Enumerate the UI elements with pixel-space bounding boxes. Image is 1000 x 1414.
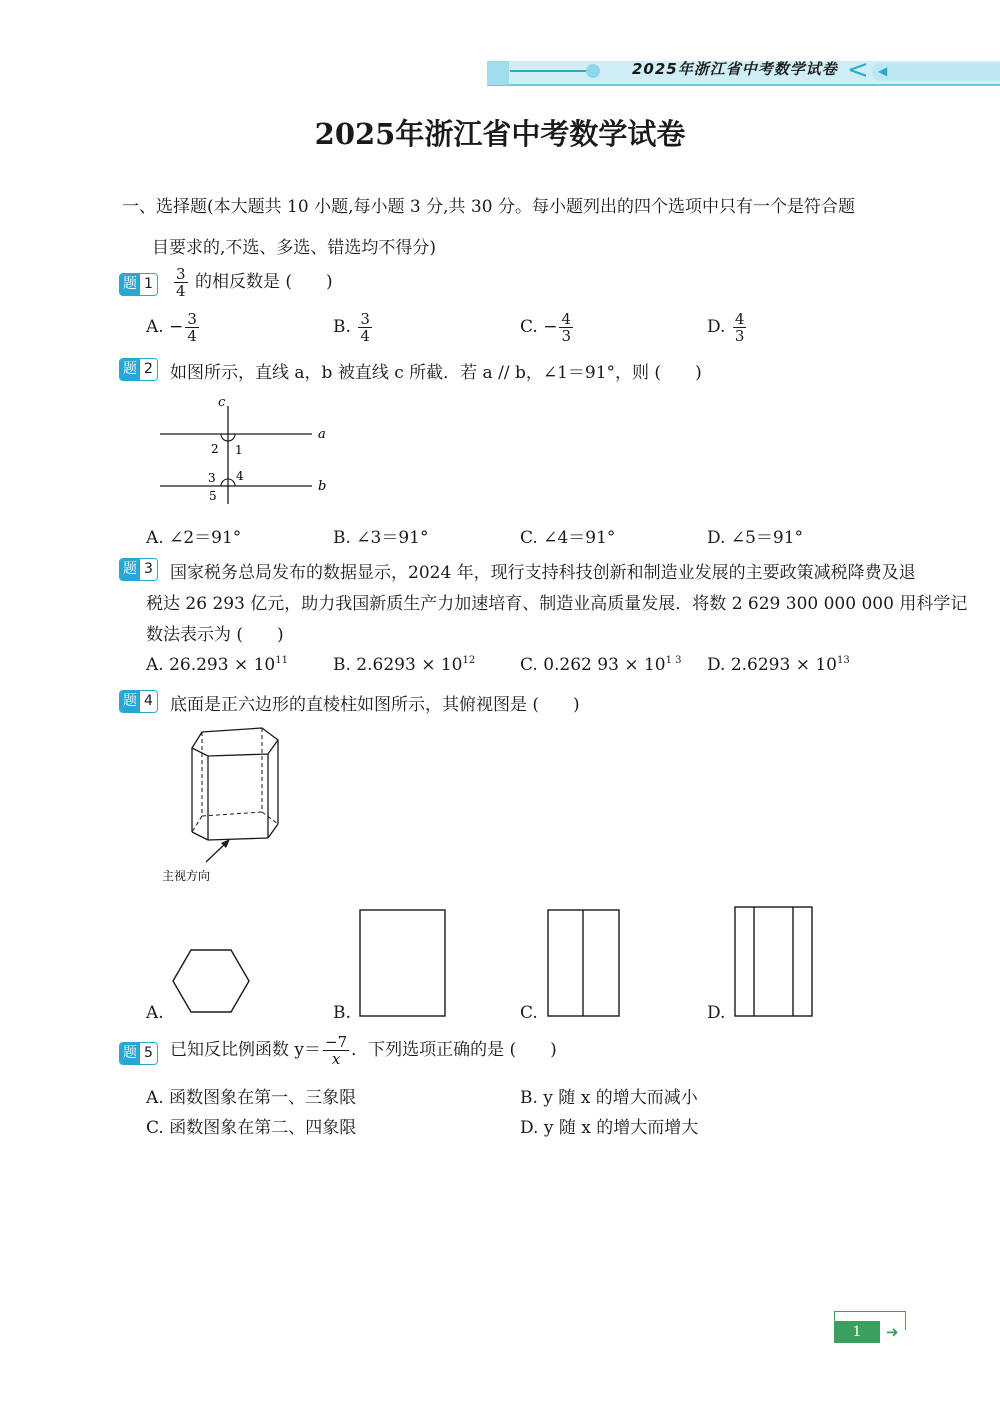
question-4-stem: 底面是正六边形的直棱柱如图所示，其俯视图是 ( ) — [170, 695, 580, 715]
fraction: $\frac{3}{4}$ — [176, 265, 186, 300]
q3-option-d[interactable]: D. $2.6293 \times 10^{13}$ — [707, 655, 850, 675]
arrow-right-icon: ➜ — [886, 1323, 899, 1341]
header-line-deco — [510, 70, 592, 72]
badge-label: 题 — [120, 274, 140, 295]
q1-option-d[interactable]: D. $\frac{4}{3}$ — [707, 310, 745, 345]
q2-option-b[interactable]: B. ∠3＝91° — [333, 528, 429, 548]
label-angle-4: 4 — [236, 469, 244, 483]
q4-option-c[interactable]: C. — [520, 1003, 538, 1023]
page-number: 1 — [834, 1321, 880, 1343]
question-3-stem-line2: 税达 26 293 亿元，助力我国新质生产力加速培育、制造业高质量发展．将数 2 629 300 000 000 用科学记 — [146, 594, 968, 614]
chevron-left-icon: < — [847, 55, 869, 85]
label-angle-5: 5 — [209, 489, 217, 503]
hexagonal-prism-figure — [150, 720, 300, 890]
fraction: $\frac{-7}{x}$ — [325, 1033, 348, 1068]
prism-edge — [268, 824, 278, 838]
prism-edge — [208, 838, 268, 840]
prism-edge — [192, 832, 208, 840]
question-1-stem: $\frac{3}{4}$ 的相反数是 ( ) — [176, 265, 333, 300]
q1-option-b[interactable]: B. $\frac{3}{4}$ — [333, 310, 370, 345]
parallel-lines-figure — [150, 392, 350, 512]
section-heading-line2: 目要求的,不选、多选、错选均不得分) — [152, 238, 437, 258]
header-dot — [586, 64, 600, 78]
q4-option-a[interactable]: A. — [146, 1003, 164, 1023]
view-direction-caption: 主视方向 — [162, 869, 211, 883]
label-c: c — [218, 395, 226, 410]
page-title: 2025年浙江省中考数学试卷 — [314, 117, 686, 151]
q2-option-d[interactable]: D. ∠5＝91° — [707, 528, 804, 548]
question-badge-3: 题 3 — [119, 558, 158, 581]
prism-top-face — [192, 728, 278, 756]
q3-option-a[interactable]: A. $26.293 \times 10^{11}$ — [146, 655, 288, 675]
q1-option-c[interactable]: C. − $\frac{4}{3}$ — [520, 310, 572, 345]
q1-option-a[interactable]: A. − $\frac{3}{4}$ — [146, 310, 197, 345]
question-3-stem-line3: 数法表示为 ( ) — [146, 625, 284, 645]
rectangle-shape — [360, 910, 445, 1016]
q4-option-b-figure[interactable] — [358, 908, 448, 1018]
question-badge-4: 题 4 — [119, 690, 158, 713]
q3-option-c[interactable]: C. 0.262 $93 \times 10^{1 3}$ — [520, 655, 682, 675]
q5-option-a[interactable]: A. 函数图象在第一、三象限 — [146, 1088, 357, 1108]
page-number-box — [834, 1311, 906, 1343]
badge-number: 1 — [140, 274, 157, 295]
q4-option-b[interactable]: B. — [333, 1003, 351, 1023]
prism-hidden-edge — [262, 812, 278, 824]
q5-option-b[interactable]: B. y 随 x 的增大而减小 — [520, 1088, 698, 1108]
label-b: b — [318, 479, 327, 494]
prism-hidden-edge — [202, 812, 262, 816]
header-rule — [487, 84, 1000, 86]
label-angle-2: 2 — [211, 442, 219, 456]
question-3-stem-line1: 国家税务总局发布的数据显示，2024 年，现行支持科技创新和制造业发展的主要政策减税降费及退 — [170, 563, 916, 583]
question-2-stem: 如图所示，直线 a，b 被直线 c 所截．若 a // b，∠1＝91°，则 ( ) — [170, 363, 702, 383]
q3-option-b[interactable]: B. $2.6293 \times 10^{12}$ — [333, 655, 476, 675]
q4-option-d-figure[interactable] — [733, 905, 815, 1018]
hexagon-shape — [173, 950, 249, 1012]
triangle-left-icon: ◀ — [878, 64, 888, 78]
label-angle-3: 3 — [208, 471, 216, 485]
q2-option-c[interactable]: C. ∠4＝91° — [520, 528, 616, 548]
q2-option-a[interactable]: A. ∠2＝91° — [146, 528, 242, 548]
header-block — [487, 61, 509, 85]
q4-option-c-figure[interactable] — [546, 908, 622, 1018]
running-title: 2025年浙江省中考数学试卷 — [632, 60, 838, 78]
question-badge-5: 题 5 — [119, 1042, 158, 1065]
label-a: a — [318, 427, 326, 442]
section-heading-line1: 一、选择题(本大题共 10 小题,每小题 3 分,共 30 分。每小题列出的四个选项中只有一个是符合题 — [122, 197, 855, 217]
q5-option-c[interactable]: C. 函数图象在第二、四象限 — [146, 1118, 357, 1138]
label-angle-1: 1 — [235, 443, 243, 457]
q5-option-d[interactable]: D. y 随 x 的增大而增大 — [520, 1118, 699, 1138]
q4-option-d[interactable]: D. — [707, 1003, 726, 1023]
rectangle-shape — [735, 907, 812, 1016]
question-badge-2: 题 2 — [119, 358, 158, 381]
q4-option-a-figure[interactable] — [170, 946, 252, 1016]
prism-hidden-edge — [192, 816, 202, 832]
question-badge-1 — [119, 273, 158, 296]
header-pill — [872, 63, 1000, 81]
question-5-stem: 已知反比例函数 y＝ $\frac{-7}{x}$ ．下列选项正确的是 ( ) — [170, 1033, 557, 1068]
